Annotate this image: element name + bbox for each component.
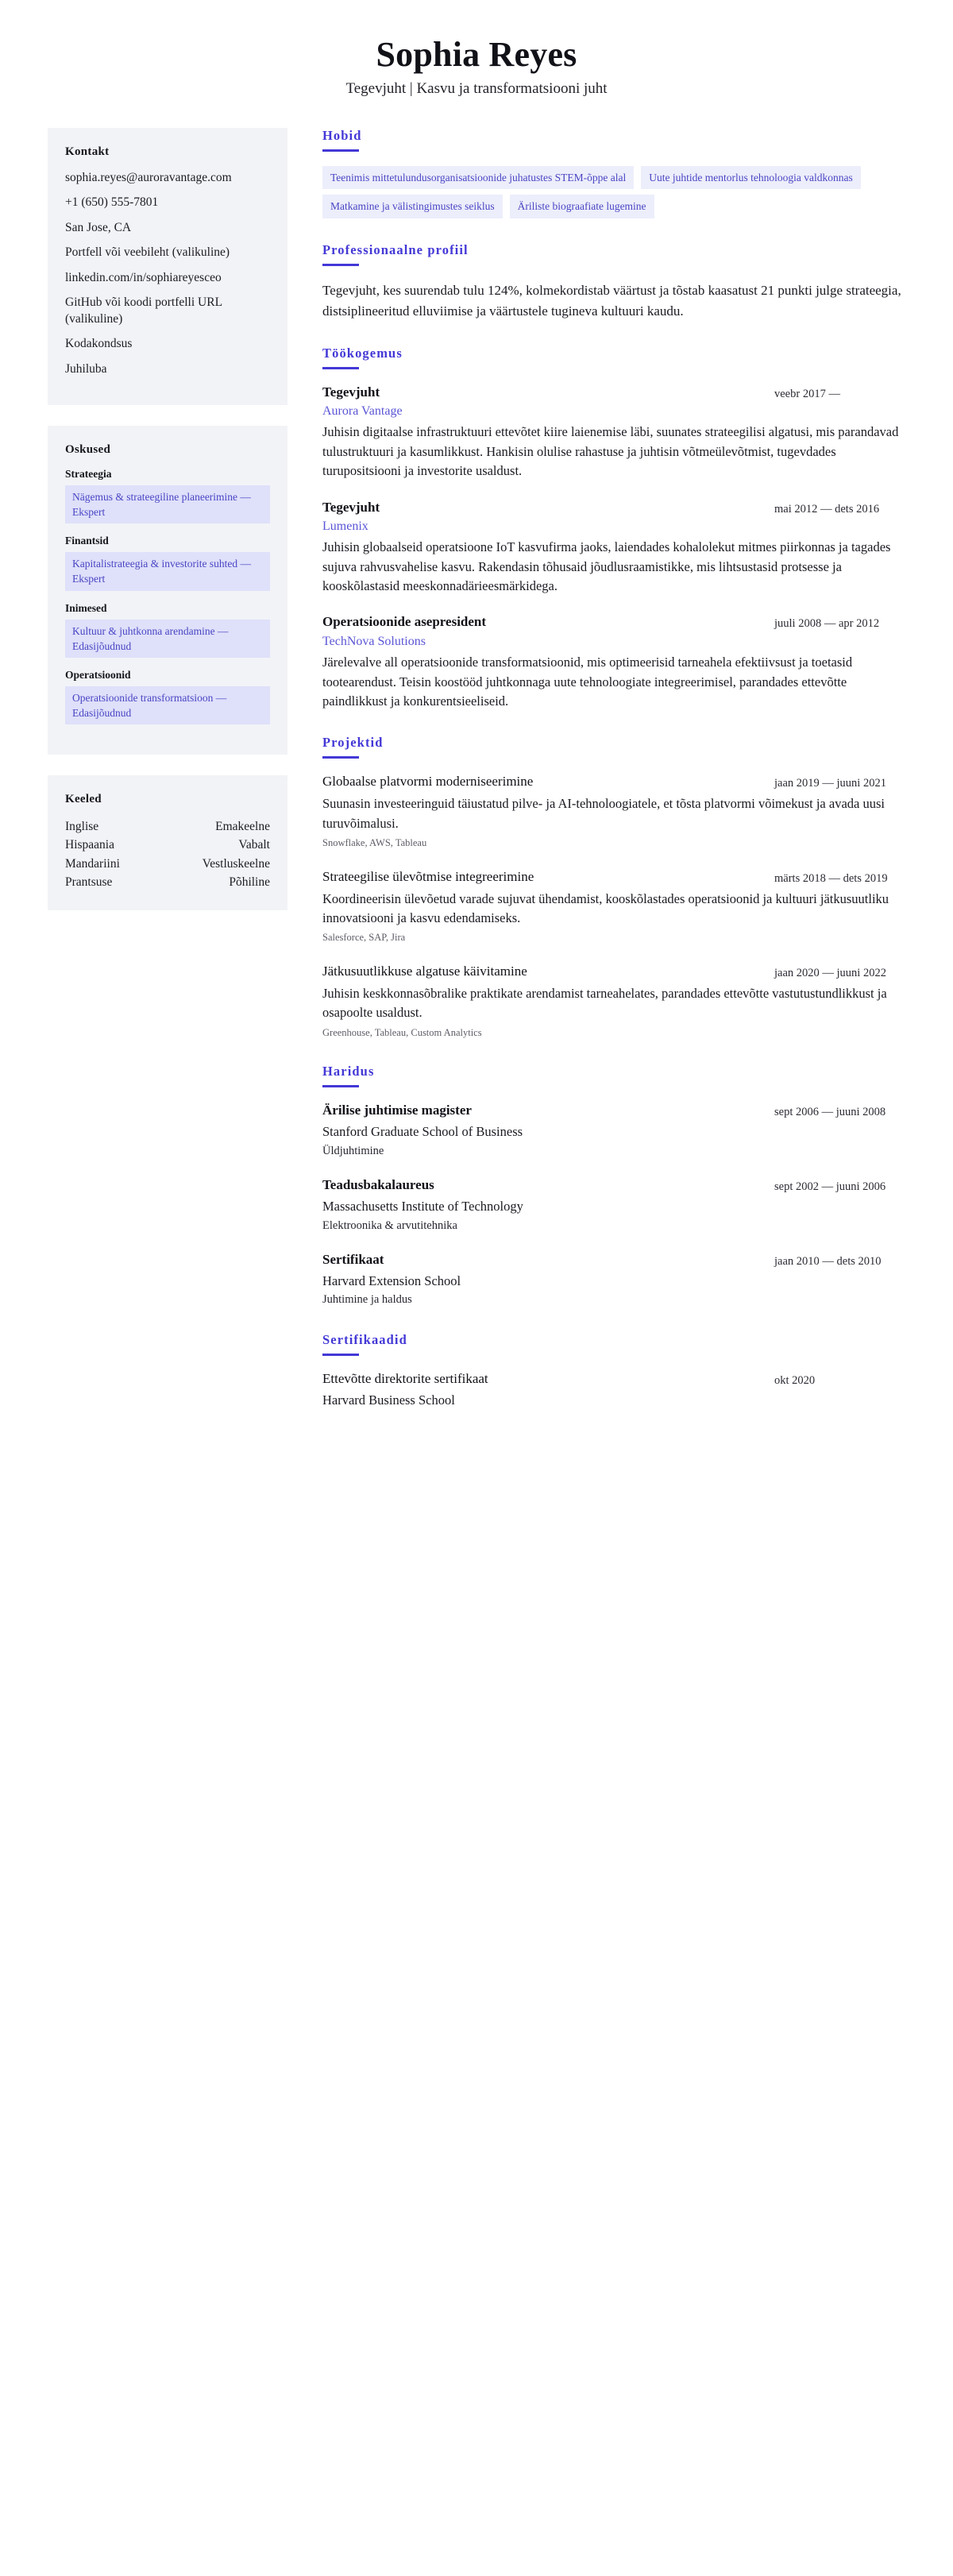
skills-card-title: Oskused bbox=[65, 442, 111, 456]
language-level: Vabalt bbox=[238, 838, 270, 852]
entry-title: Jätkusuutlikkuse algatuse käivitamine bbox=[322, 963, 527, 979]
entry-field: Juhtimine ja haldus bbox=[322, 1293, 412, 1307]
section-rule bbox=[322, 756, 359, 759]
entry-header bbox=[322, 1102, 905, 1142]
entry-title: Globaalse platvormi moderniseerimine bbox=[322, 774, 534, 790]
entry-organization: Stanford Graduate School of Business bbox=[322, 1124, 523, 1140]
skill-pill: Kultuur & juhtkonna arendamine — Edasijõudnud bbox=[65, 620, 270, 658]
section-rule bbox=[322, 1354, 359, 1356]
entry-field: Elektroonika & arvutitehnika bbox=[322, 1218, 457, 1232]
contact-card-title: Kontakt bbox=[65, 145, 110, 158]
language-row bbox=[65, 836, 270, 854]
entry-main bbox=[322, 613, 762, 650]
entry-organization: TechNova Solutions bbox=[322, 634, 426, 648]
section-projects bbox=[322, 735, 905, 1040]
entry-tech-stack: Greenhouse, Tableau, Custom Analytics bbox=[322, 1026, 482, 1038]
candidate-headline: Tegevjuht | Kasvu ja transformatsiooni juht bbox=[345, 80, 608, 98]
skill-group bbox=[65, 669, 270, 724]
profile-summary: Tegevjuht, kes suurendab tulu 124%, kolmekordistab väärtust ja tõstab kaasatust 21 punkti julge strateegia, distsiplineeritud elluviimise ja väärtustele tugineva kultuuri kaudu. bbox=[322, 282, 901, 319]
language-name: Inglise bbox=[65, 820, 99, 834]
experience-entry bbox=[322, 499, 905, 597]
entry-date: sept 2006 — juuni 2008 bbox=[774, 1106, 886, 1119]
entry-header bbox=[322, 963, 905, 981]
entry-description: Järelevalve all operatsioonide transformatsioonid, mis optimeerisid tarneahela efektiivsust ja toetasid tootearendust. Teisin koostööd juhtkonnaga uute tehnoloogiate integreerimisel, parandades ettevõtte paindlikkust ja konkurentsieeliseid. bbox=[322, 655, 853, 709]
experience-entry bbox=[322, 613, 905, 711]
contact-item: linkedin.com/in/sophiareyesceo bbox=[65, 270, 222, 284]
skill-group-name: Operatsioonid bbox=[65, 668, 131, 681]
entry-main bbox=[322, 1176, 762, 1217]
resume-main bbox=[305, 128, 905, 1434]
entry-header bbox=[322, 773, 905, 791]
entry-tech-stack: Snowflake, AWS, Tableau bbox=[322, 837, 427, 849]
language-level: Emakeelne bbox=[215, 820, 270, 834]
entry-date: märts 2018 — dets 2019 bbox=[774, 871, 888, 885]
education-entry bbox=[322, 1176, 905, 1234]
skill-pill: Nägemus & strateegiline planeerimine — Ekspert bbox=[65, 485, 270, 523]
entry-date: juuli 2008 — apr 2012 bbox=[774, 617, 880, 631]
contact-item: San Jose, CA bbox=[65, 220, 132, 234]
language-list bbox=[65, 817, 270, 891]
project-list bbox=[322, 773, 905, 1040]
entry-date: veebr 2017 — bbox=[774, 387, 840, 400]
section-title-projects: Projektid bbox=[322, 735, 384, 751]
language-name: Prantsuse bbox=[65, 875, 113, 889]
certificate-entry bbox=[322, 1370, 905, 1411]
entry-description: Juhisin globaalseid operatsioone IoT kasvufirma jaoks, laiendades kohalolekut mitmes piirkonnas ja tagades sujuva rahvusvahelise kasvu. Rakendasin tõhusaid jõudlusraamistikke, mis lihtsustasid protsesse ja kooskõlastasid meeskonnadärieesmärkidega. bbox=[322, 539, 891, 594]
entry-main bbox=[322, 499, 762, 535]
contact-item: Portfell või veebileht (valikuline) bbox=[65, 245, 230, 260]
section-title-education: Haridus bbox=[322, 1064, 375, 1079]
language-row bbox=[65, 855, 270, 873]
entry-header bbox=[322, 384, 905, 420]
entry-main bbox=[322, 384, 762, 420]
entry-main bbox=[322, 1102, 762, 1142]
skill-group bbox=[65, 468, 270, 523]
section-title-profile: Professionaalne profiil bbox=[322, 241, 469, 257]
entry-description: Koordineerisin ülevõetud varade sujuvat ühendamist, kooskõlastades operatsioonid ja kultuuri jätkusuutliku innovatsiooni ja kasvu edendamiseks. bbox=[322, 890, 889, 926]
hobby-tag: Uute juhtide mentorlus tehnoloogia valdkonnas bbox=[641, 166, 860, 190]
hobby-tag: Matkamine ja välistingimustes seiklus bbox=[322, 195, 503, 218]
entry-organization: Massachusetts Institute of Technology bbox=[322, 1199, 523, 1215]
hobby-tag: Äriliste biograafiate lugemine bbox=[510, 195, 654, 218]
section-rule bbox=[322, 264, 359, 266]
languages-card-title: Keeled bbox=[65, 793, 102, 806]
section-certificates bbox=[322, 1332, 905, 1411]
language-row bbox=[65, 873, 270, 891]
languages-card bbox=[48, 775, 287, 910]
contact-item: sophia.reyes@auroravantage.com bbox=[65, 170, 232, 184]
section-education bbox=[322, 1064, 905, 1307]
certificate-list bbox=[322, 1370, 905, 1411]
section-rule bbox=[322, 1085, 359, 1087]
contact-item: +1 (650) 555-7801 bbox=[65, 195, 159, 210]
entry-date: jaan 2020 — juuni 2022 bbox=[774, 966, 886, 979]
skill-group-name: Strateegia bbox=[65, 467, 112, 480]
entry-date: jaan 2010 — dets 2010 bbox=[774, 1254, 882, 1268]
contact-item: GitHub või koodi portfelli URL (valikuline) bbox=[65, 295, 222, 326]
section-title-experience: Töökogemus bbox=[322, 345, 403, 361]
entry-header bbox=[322, 1251, 905, 1292]
resume-body bbox=[48, 128, 905, 1434]
entry-organization: Harvard Business School bbox=[322, 1392, 455, 1408]
language-level: Põhiline bbox=[229, 875, 270, 889]
section-rule bbox=[322, 367, 359, 369]
skill-pill: Kapitalistrateegia & investorite suhted — Ekspert bbox=[65, 552, 270, 590]
entry-date: okt 2020 bbox=[774, 1373, 816, 1387]
entry-title: Ettevõtte direktorite sertifikaat bbox=[322, 1370, 488, 1386]
entry-date: jaan 2019 — juuni 2021 bbox=[774, 777, 886, 790]
entry-title: Tegevjuht bbox=[322, 384, 380, 400]
entry-title: Teadusbakalaureus bbox=[322, 1177, 434, 1193]
resume-header bbox=[48, 37, 905, 99]
skill-group bbox=[65, 602, 270, 658]
entry-header bbox=[322, 868, 905, 886]
entry-organization: Lumenix bbox=[322, 519, 368, 533]
education-entry bbox=[322, 1251, 905, 1308]
language-name: Hispaania bbox=[65, 838, 114, 852]
entry-organization: Harvard Extension School bbox=[322, 1273, 461, 1288]
project-entry bbox=[322, 773, 905, 850]
language-name: Mandariini bbox=[65, 856, 120, 871]
section-rule bbox=[322, 149, 359, 152]
entry-field: Üldjuhtimine bbox=[322, 1144, 384, 1157]
project-entry bbox=[322, 868, 905, 945]
entry-date: sept 2002 — juuni 2006 bbox=[774, 1180, 886, 1194]
entry-title: Sertifikaat bbox=[322, 1251, 384, 1267]
entry-tech-stack: Salesforce, SAP, Jira bbox=[322, 932, 406, 944]
skill-pill: Operatsioonide transformatsioon — Edasijõudnud bbox=[65, 686, 270, 724]
entry-main bbox=[322, 963, 762, 980]
section-title-certificates: Sertifikaadid bbox=[322, 1331, 407, 1347]
skill-group-list bbox=[65, 468, 270, 724]
hobby-tag: Teenimis mittetulundusorganisatsioonide juhatustes STEM-õppe alal bbox=[322, 166, 634, 190]
entry-header bbox=[322, 1370, 905, 1411]
entry-date: mai 2012 — dets 2016 bbox=[774, 502, 880, 516]
project-entry bbox=[322, 963, 905, 1040]
contact-item: Juhiluba bbox=[65, 361, 107, 376]
contact-card bbox=[48, 128, 287, 405]
entry-description: Suunasin investeeringuid täiustatud pilve- ja AI-tehnoloogiatele, et tõsta platvormi võimekust ja avada uusi turuvõimalusi. bbox=[322, 796, 885, 831]
experience-entry bbox=[322, 384, 905, 481]
skill-group-name: Finantsid bbox=[65, 535, 109, 547]
entry-header bbox=[322, 613, 905, 650]
entry-main bbox=[322, 868, 762, 886]
education-list bbox=[322, 1102, 905, 1307]
experience-list bbox=[322, 384, 905, 712]
section-profile bbox=[322, 242, 905, 322]
candidate-name: Sophia Reyes bbox=[376, 35, 577, 74]
entry-main bbox=[322, 1370, 762, 1411]
entry-title: Tegevjuht bbox=[322, 499, 380, 515]
section-title-hobbies: Hobid bbox=[322, 127, 362, 143]
contact-list bbox=[65, 170, 270, 377]
entry-title: Ärilise juhtimise magister bbox=[322, 1103, 472, 1118]
entry-description: Juhisin digitaalse infrastruktuuri ettevõtet kiire laienemise läbi, suunates strateegilisi algatusi, mis parandavad tulustruktuuri ja kasumlikkust. Hankisin olulise rahastuse ja juhtisin võtmeülevõtmist, tugevdades turupositsiooni ja investorite usaldust. bbox=[322, 424, 899, 479]
section-hobbies bbox=[322, 128, 905, 218]
entry-header bbox=[322, 1176, 905, 1217]
language-level: Vestluskeelne bbox=[202, 856, 270, 871]
language-row bbox=[65, 817, 270, 836]
education-entry bbox=[322, 1102, 905, 1159]
entry-title: Operatsioonide asepresident bbox=[322, 614, 487, 630]
entry-title: Strateegilise ülevõtmise integreerimine bbox=[322, 868, 534, 884]
entry-organization: Aurora Vantage bbox=[322, 404, 403, 418]
resume-sidebar bbox=[48, 128, 305, 931]
entry-main bbox=[322, 1251, 762, 1292]
entry-header bbox=[322, 499, 905, 535]
skill-group-name: Inimesed bbox=[65, 601, 107, 614]
hobby-tag-list bbox=[322, 166, 905, 218]
entry-main bbox=[322, 773, 762, 790]
section-experience bbox=[322, 346, 905, 712]
contact-item: Kodakondsus bbox=[65, 337, 133, 351]
entry-description: Juhisin keskkonnasõbralike praktikate arendamist tarneahelates, parandades ettevõtte vastutustundlikkust ja osapoolte usaldust. bbox=[322, 985, 887, 1021]
skill-group bbox=[65, 535, 270, 590]
skills-card bbox=[48, 426, 287, 755]
